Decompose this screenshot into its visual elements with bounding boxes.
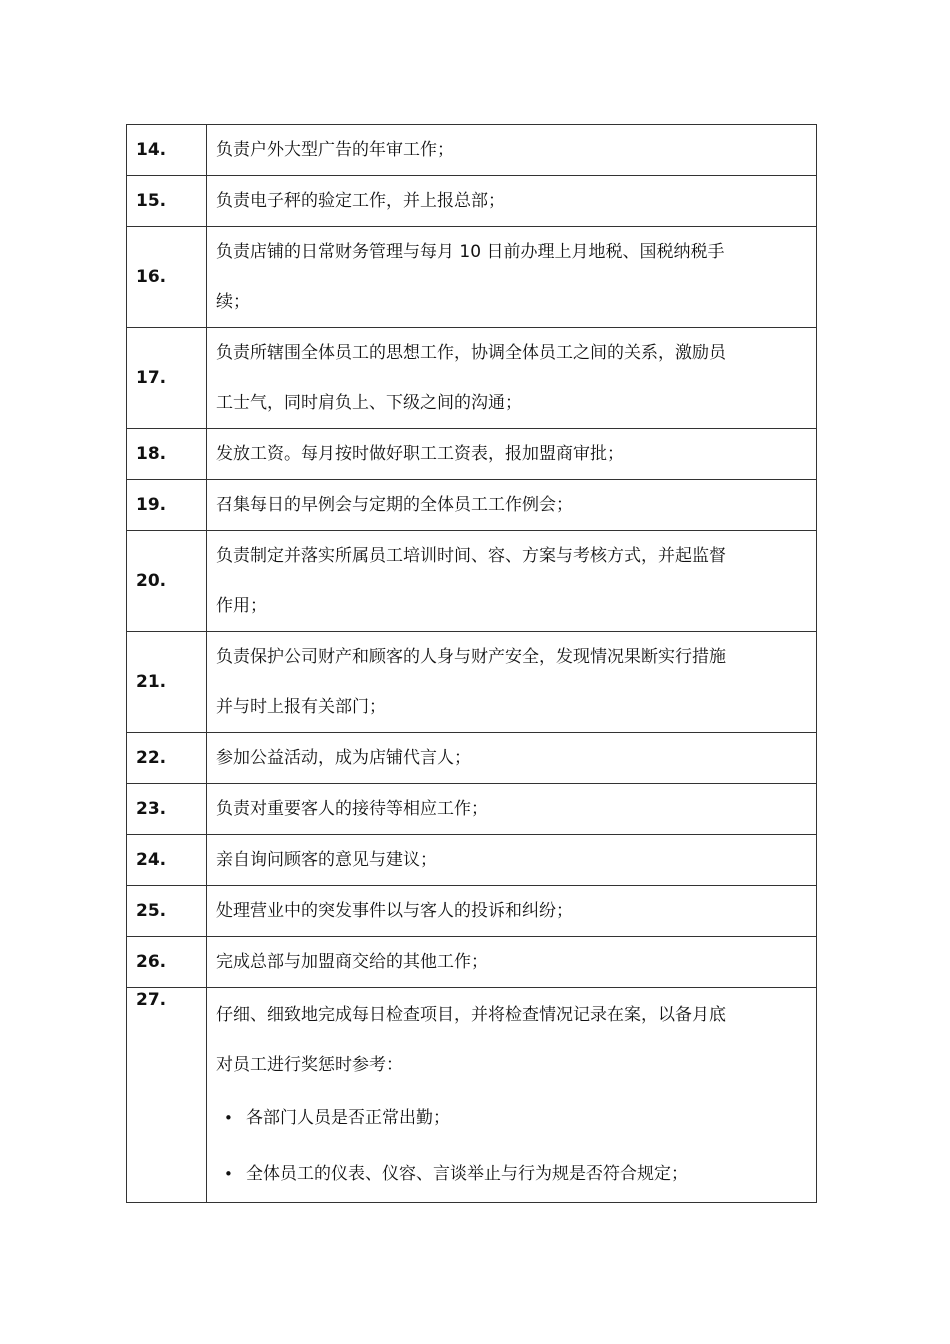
table-row — [127, 328, 817, 429]
item-number: 17. — [127, 328, 207, 429]
item-description — [207, 988, 817, 1203]
item-text-line: 负责电子秤的验定工作，并上报总部； — [216, 191, 505, 211]
table-row — [127, 835, 817, 886]
item-text-line: 对员工进行奖惩时参考： — [216, 1055, 403, 1075]
item-number: 21. — [127, 632, 207, 733]
item-text-line: 续； — [216, 292, 250, 312]
item-text-line: 并与时上报有关部门； — [216, 697, 386, 717]
item-description — [207, 632, 817, 733]
item-text-line: 作用； — [216, 596, 267, 616]
item-number: 27. — [127, 988, 207, 1203]
item-number: 26. — [127, 937, 207, 988]
item-text-line: 召集每日的早例会与定期的全体员工工作例会； — [216, 495, 573, 515]
bullet-icon: • — [224, 1165, 233, 1183]
item-text-line: 处理营业中的突发事件以与客人的投诉和纠纷； — [216, 901, 573, 921]
checklist-item — [216, 1090, 810, 1146]
item-number: 22. — [127, 733, 207, 784]
item-text-line: 负责户外大型广告的年审工作； — [216, 140, 454, 160]
table-row — [127, 125, 817, 176]
table-row — [127, 733, 817, 784]
bullet-icon: • — [224, 1109, 233, 1127]
item-text-line: 负责所辖围全体员工的思想工作，协调全体员工之间的关系，激励员 — [216, 343, 726, 363]
item-number: 14. — [127, 125, 207, 176]
table-row — [127, 429, 817, 480]
item-number: 15. — [127, 176, 207, 227]
item-number: 23. — [127, 784, 207, 835]
item-description — [207, 125, 817, 176]
item-text-line: 负责店铺的日常财务管理与每月 10 日前办理上月地税、国税纳税手 — [216, 242, 725, 262]
item-text-line: 发放工资。每月按时做好职工工资表，报加盟商审批； — [216, 444, 624, 464]
item-text-line: 工士气，同时肩负上、下级之间的沟通； — [216, 393, 522, 413]
item-text-line: 亲自询问顾客的意见与建议； — [216, 850, 437, 870]
table-row-inspection — [127, 988, 817, 1203]
item-text-line: 负责保护公司财产和顾客的人身与财产安全，发现情况果断实行措施 — [216, 647, 726, 667]
item-description — [207, 886, 817, 937]
duty-table-body — [127, 125, 817, 1203]
item-text-line: 参加公益活动，成为店铺代言人； — [216, 748, 471, 768]
item-number: 18. — [127, 429, 207, 480]
table-row — [127, 937, 817, 988]
table-row — [127, 480, 817, 531]
item-description — [207, 531, 817, 632]
checklist-item — [216, 1146, 810, 1202]
item-description — [207, 227, 817, 328]
item-text-line: 负责对重要客人的接待等相应工作； — [216, 799, 488, 819]
item-text-line: 负责制定并落实所属员工培训时间、容、方案与考核方式，并起监督 — [216, 546, 726, 566]
item-description — [207, 937, 817, 988]
item-number: 24. — [127, 835, 207, 886]
item-number: 20. — [127, 531, 207, 632]
item-description — [207, 429, 817, 480]
table-row — [127, 531, 817, 632]
item-description — [207, 176, 817, 227]
item-text-line: 完成总部与加盟商交给的其他工作； — [216, 952, 488, 972]
item-description — [207, 835, 817, 886]
item-number: 16. — [127, 227, 207, 328]
table-row — [127, 886, 817, 937]
table-row — [127, 784, 817, 835]
table-row — [127, 227, 817, 328]
item-description — [207, 480, 817, 531]
table-row — [127, 176, 817, 227]
item-description — [207, 733, 817, 784]
inspection-checklist — [216, 1090, 810, 1202]
duty-table — [126, 124, 817, 1203]
checklist-item-text: 全体员工的仪表、仪容、言谈举止与行为规是否符合规定； — [246, 1164, 688, 1184]
item-number: 25. — [127, 886, 207, 937]
table-row — [127, 632, 817, 733]
item-text-line: 仔细、细致地完成每日检查项目，并将检查情况记录在案，以备月底 — [216, 1005, 726, 1025]
item-description — [207, 784, 817, 835]
item-number: 19. — [127, 480, 207, 531]
item-description — [207, 328, 817, 429]
checklist-item-text: 各部门人员是否正常出勤； — [246, 1108, 450, 1128]
